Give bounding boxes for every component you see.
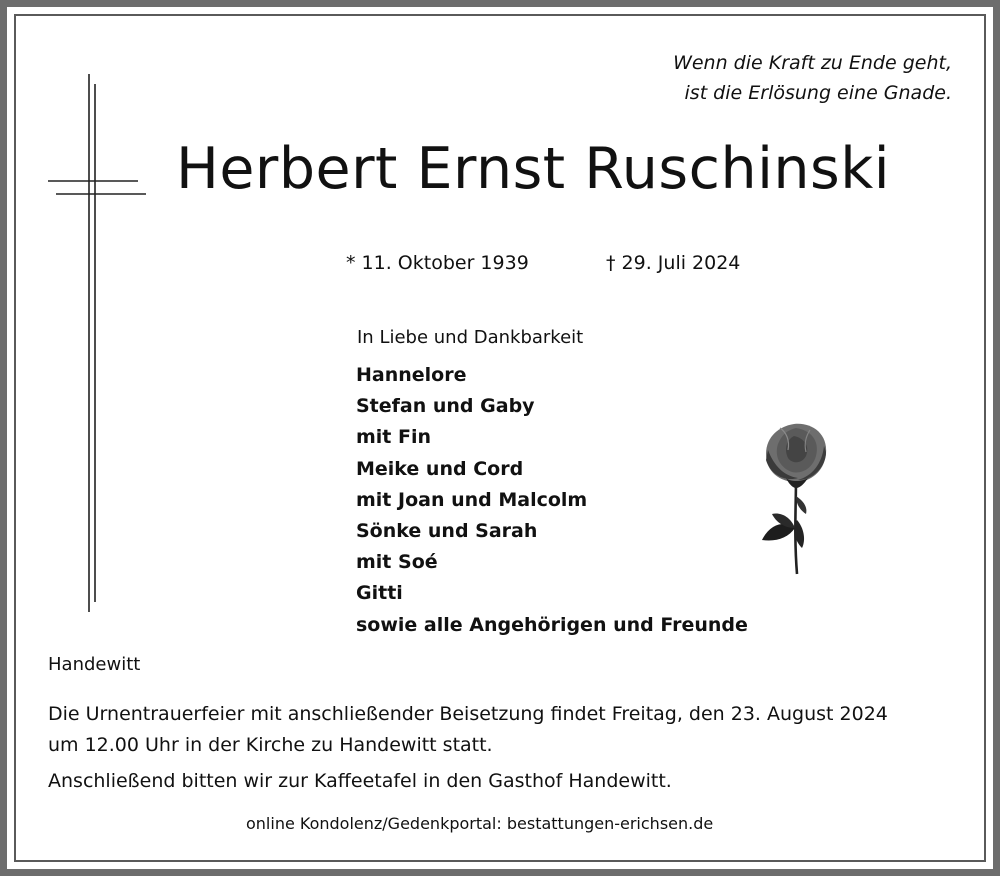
mourner-name: mit Soé	[356, 551, 438, 574]
mourner-name: mit Fin	[356, 426, 432, 449]
obituary-frame	[7, 7, 993, 869]
mourner-name: Stefan und Gaby	[356, 395, 535, 418]
mourners-intro: In Liebe und Dankbarkeit	[357, 327, 584, 348]
deceased-name: Herbert Ernst Ruschinski	[176, 136, 891, 202]
obituary-card	[14, 14, 986, 862]
quote-line-1: Wenn die Kraft zu Ende geht,	[673, 52, 952, 74]
service-line-1: Die Urnentrauerfeier mit anschließender Beisetzung findet Freitag, den 23. August 2024	[48, 703, 888, 725]
cross-icon	[46, 74, 146, 614]
birth-date: * 11. Oktober 1939	[346, 252, 529, 274]
rose-icon	[754, 416, 834, 576]
online-condolence: online Kondolenz/Gedenkportal: bestattungen-erichsen.de	[246, 814, 714, 833]
place: Handewitt	[48, 654, 141, 675]
service-info	[48, 699, 964, 761]
service-line-2: um 12.00 Uhr in der Kirche zu Handewitt statt.	[48, 734, 493, 756]
mourner-name: Sönke und Sarah	[356, 520, 538, 543]
quote	[673, 48, 952, 108]
mourner-name: sowie alle Angehörigen und Freunde	[356, 613, 748, 636]
death-date: † 29. Juli 2024	[606, 252, 741, 274]
reception-info: Anschließend bitten wir zur Kaffeetafel in den Gasthof Handewitt.	[48, 770, 672, 792]
mourner-name: Hannelore	[356, 364, 467, 386]
mourner-name: Gitti	[356, 582, 403, 605]
mourners-list	[356, 360, 748, 641]
mourner-name: mit Joan und Malcolm	[356, 488, 588, 511]
mourner-name: Meike und Cord	[356, 457, 524, 480]
quote-line-2: ist die Erlösung eine Gnade.	[684, 82, 952, 104]
